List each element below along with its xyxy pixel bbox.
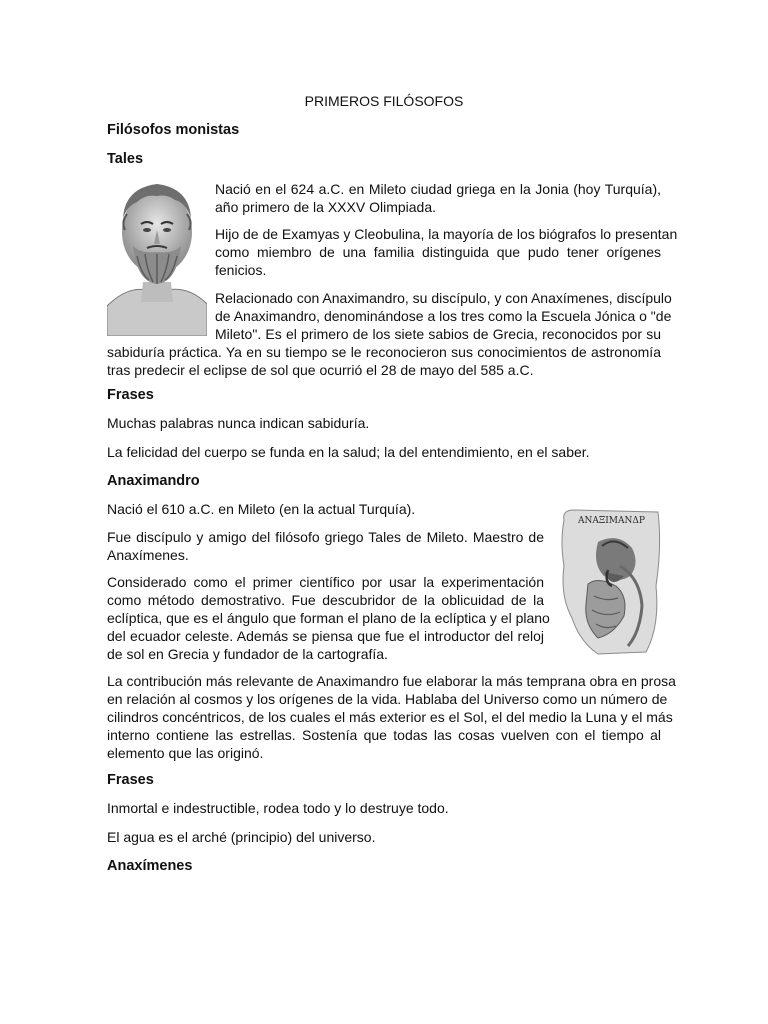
text-line: Mileto". Es el primero de los siete sabios de Grecia, reconocidos por su: [215, 326, 661, 342]
text-line: en relación al cosmos y los orígenes de la vida. Hablaba del Universo como un número de: [107, 691, 668, 707]
text-line: La contribución más relevante de Anaximandro fue elaborar la más temprana obra en prosa: [107, 673, 676, 689]
text-line: eclíptica, que es el ángulo que forman el plano de la eclíptica y el plano: [107, 610, 550, 626]
text-line: Anaxímenes.: [107, 547, 189, 563]
text-line: tras predecir el eclipse de sol que ocurrió el 28 de mayo del 585 a.C.: [107, 362, 534, 378]
heading-anaximandro: Anaximandro: [107, 473, 200, 489]
text-line: Relacionado con Anaximandro, su discípulo, y con Anaxímenes, discípulo: [215, 290, 672, 306]
text-line: Fue discípulo y amigo del filósofo griego Tales de Mileto. Maestro de: [107, 529, 544, 545]
text-line: Nació en el 624 a.C. en Mileto ciudad griega en la Jonia (hoy Turquía),: [215, 181, 661, 197]
tales-quote-2: La felicidad del cuerpo se funda en la salud; la del entendimiento, en el saber.: [107, 444, 590, 460]
anaximandro-paragraph-2: [107, 528, 544, 564]
tales-paragraph-1: [215, 180, 661, 216]
text-line: cilindros concéntricos, de los cuales el más exterior es el Sol, el del medio la Luna y el más: [107, 709, 673, 725]
document-title: PRIMEROS FILÓSOFOS: [304, 93, 464, 109]
anaximandro-quote-1: Inmortal e indestructible, rodea todo y lo destruye todo.: [107, 800, 449, 816]
anaximandro-paragraph-3: [107, 573, 550, 663]
text-line: elemento que las originó.: [107, 745, 264, 761]
section-heading-monistas: Filósofos monistas: [107, 122, 240, 138]
anaximandro-paragraph-1: Nació el 610 a.C. en Mileto (en la actual Turquía).: [107, 501, 416, 517]
tales-bust-image: [107, 178, 207, 336]
text-line: como miembro de una familia distinguida que pudo tener orígenes: [215, 244, 661, 260]
tales-paragraph-3: [215, 289, 672, 343]
tales-quote-1: Muchas palabras nunca indican sabiduría.: [107, 415, 370, 431]
anaximandro-relief-image: [558, 506, 662, 656]
tales-paragraph-3-continued: [107, 343, 661, 379]
text-line: de Anaximandro, denominándose a los tres como la Escuela Jónica o "de: [215, 308, 672, 324]
text-line: del ecuador celeste. Además se piensa que fue el introductor del reloj: [107, 628, 544, 644]
text-line: sabiduría práctica. Ya en su tiempo se le reconocieron sus conocimientos de astronomía: [107, 344, 661, 360]
text-line: de sol en Grecia y fundador de la cartografía.: [107, 646, 388, 662]
text-line: fenicios.: [215, 262, 267, 278]
heading-anaximenes: Anaxímenes: [107, 858, 193, 874]
text-line: año primero de la XXXV Olimpiada.: [215, 199, 436, 215]
heading-frases-anaximandro: Frases: [107, 772, 154, 788]
heading-frases-tales: Frases: [107, 387, 154, 403]
text-line: Hijo de de Examyas y Cleobulina, la mayoría de los biógrafos lo presentan: [215, 226, 678, 242]
text-line: interno contiene las estrellas. Sostenía que todas las cosas vuelven con el tiempo al: [107, 727, 661, 743]
text-line: como método demostrativo. Fue descubridor de la oblicuidad de la: [107, 592, 544, 608]
anaximandro-paragraph-4: [107, 672, 676, 762]
text-line: Considerado como el primer científico por usar la experimentación: [107, 574, 544, 590]
heading-tales: Tales: [107, 151, 144, 167]
relief-inscription: ΑΝΑΞΙΜΑΝΔΡ: [578, 516, 645, 526]
tales-paragraph-2: [215, 225, 678, 279]
anaximandro-quote-2: El agua es el arché (principio) del universo.: [107, 829, 376, 845]
